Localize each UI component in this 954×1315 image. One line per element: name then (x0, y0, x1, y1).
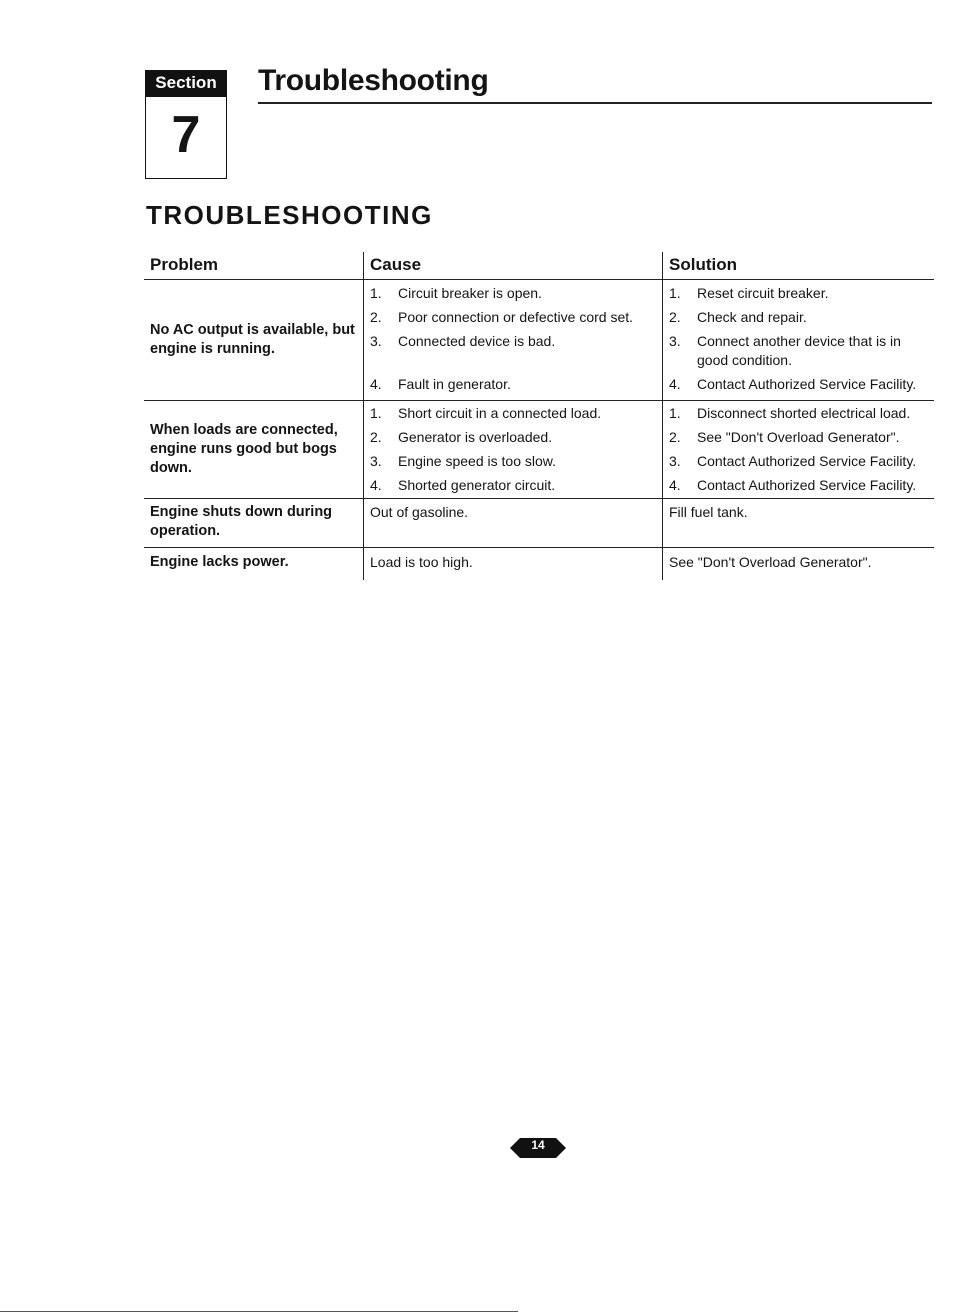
list-item (370, 452, 656, 471)
list-item (669, 452, 928, 471)
item-number: 1. (669, 285, 681, 301)
item-text: Reset circuit breaker. (697, 285, 829, 301)
cause-cell (364, 401, 663, 499)
main-heading: TROUBLESHOOTING (146, 200, 433, 230)
item-text: Contact Authorized Service Facility. (697, 376, 917, 392)
problem-cell (144, 499, 364, 548)
column-header-problem: Problem (144, 252, 364, 280)
item-text: Engine speed is too slow. (398, 453, 556, 469)
item-number: 2. (669, 429, 681, 445)
header-title: Troubleshooting (258, 64, 489, 97)
solution-list (669, 284, 928, 394)
list-item (669, 284, 928, 303)
list-item (669, 332, 928, 370)
list-item (370, 308, 656, 327)
item-number: 2. (370, 429, 382, 445)
list-item (669, 375, 928, 394)
item-text: Shorted generator circuit. (398, 477, 556, 493)
list-item (370, 404, 656, 423)
problem-text: No AC output is available, but engine is running. (150, 322, 355, 357)
section-label: Section (146, 71, 226, 97)
item-text: Short circuit in a connected load. (398, 405, 602, 421)
item-number: 1. (370, 405, 382, 421)
item-number: 1. (370, 285, 382, 301)
solution-text: Fill fuel tank. (669, 504, 748, 520)
section-box (145, 70, 227, 179)
cause-list (370, 404, 656, 495)
header-rule (258, 102, 932, 104)
bottom-rule (0, 1311, 518, 1312)
item-text: Contact Authorized Service Facility. (697, 477, 917, 493)
problem-cell (144, 548, 364, 581)
item-text: Circuit breaker is open. (398, 285, 542, 301)
item-number: 3. (370, 333, 382, 349)
list-item (669, 428, 928, 447)
list-item (669, 476, 928, 495)
list-item (370, 428, 656, 447)
item-text: Check and repair. (697, 309, 807, 325)
problem-text: Engine lacks power. (150, 554, 289, 570)
problem-cell (144, 280, 364, 401)
page-number-badge (510, 1134, 566, 1167)
section-number: 7 (171, 106, 201, 164)
solution-cell (663, 548, 935, 581)
item-text: See "Don't Overload Generator". (697, 429, 900, 445)
item-number: 4. (669, 477, 681, 493)
cause-cell (364, 499, 663, 548)
solution-text: See "Don't Overload Generator". (669, 554, 872, 570)
troubleshooting-table (144, 252, 934, 580)
table-row (144, 401, 934, 499)
table-header-row (144, 252, 934, 280)
page-number: 14 (531, 1138, 545, 1152)
cause-text: Out of gasoline. (370, 504, 469, 520)
item-text: Connected device is bad. (398, 333, 556, 349)
solution-cell (663, 499, 935, 548)
cause-cell (364, 280, 663, 401)
item-number: 2. (370, 309, 382, 325)
item-number: 1. (669, 405, 681, 421)
item-text: Disconnect shorted electrical load. (697, 405, 911, 421)
problem-text: When loads are connected, engine runs good but bogs down. (150, 422, 338, 476)
item-number: 4. (370, 376, 382, 392)
table-row (144, 280, 934, 401)
item-number: 3. (669, 333, 681, 349)
table-row (144, 499, 934, 548)
item-text: Fault in generator. (398, 376, 511, 392)
item-number: 3. (370, 453, 382, 469)
item-number: 4. (370, 477, 382, 493)
item-text: Contact Authorized Service Facility. (697, 453, 917, 469)
column-header-cause: Cause (364, 252, 663, 280)
problem-text: Engine shuts down during operation. (150, 504, 333, 539)
cause-text: Load is too high. (370, 554, 473, 570)
solution-cell (663, 280, 935, 401)
table-row (144, 548, 934, 581)
list-item (370, 332, 656, 351)
item-text: Poor connection or defective cord set. (398, 309, 634, 325)
cause-cell (364, 548, 663, 581)
list-item (370, 476, 656, 495)
cause-list (370, 284, 656, 394)
problem-cell (144, 401, 364, 499)
item-text: Connect another device that is in good condition. (697, 333, 901, 368)
solution-cell (663, 401, 935, 499)
list-item (370, 284, 656, 303)
item-number: 2. (669, 309, 681, 325)
list-item (370, 375, 656, 394)
solution-list (669, 404, 928, 495)
item-number: 4. (669, 376, 681, 392)
item-text: Generator is overloaded. (398, 429, 553, 445)
list-item (669, 308, 928, 327)
column-header-solution: Solution (663, 252, 935, 280)
item-number: 3. (669, 453, 681, 469)
list-item (669, 404, 928, 423)
